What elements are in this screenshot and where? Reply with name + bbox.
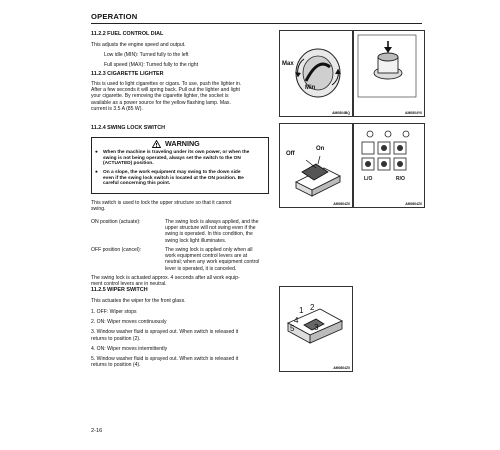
wiper-pos-1: 1 — [299, 306, 304, 315]
page-number: 2-16 — [91, 428, 103, 434]
on-line: swing is operated. In this condition, the — [165, 231, 253, 238]
wiper-item-2 — [91, 319, 271, 325]
closing-line: ment control levers are in neutral. — [91, 281, 167, 288]
panel-right-label: R/O — [396, 176, 405, 182]
wiper-figure — [279, 286, 353, 372]
fuel-dial-low-idle: Low idle (MIN): Turned fully to the left — [104, 52, 189, 58]
on-line: swing lock light illuminates. — [165, 237, 227, 244]
wiper-heading: 11.2.5 WIPER SWITCH — [91, 287, 148, 293]
off-position-description — [165, 247, 273, 272]
off-line: work equipment control levers are at — [165, 253, 248, 260]
on-line: The swing lock is always applied, and the — [165, 219, 259, 225]
page-title: OPERATION — [91, 12, 138, 21]
closing-line: The swing lock is actuated approx. 4 seconds after all work equip- — [91, 275, 240, 281]
off-line: neutral; when any work equipment control — [165, 259, 260, 266]
panel-illustration — [354, 124, 424, 207]
lighter-figure-id: AM0804Y0 — [405, 111, 422, 115]
fuel-dial-heading: 11.2.2 FUEL CONTROL DIAL — [91, 31, 164, 37]
warning-title-row — [152, 139, 200, 148]
warning-triangle-icon — [152, 140, 161, 148]
swing-switch-figure — [279, 123, 353, 208]
swing-lock-intro — [91, 200, 231, 212]
off-line: The swing lock is applied only when all — [165, 247, 253, 253]
lighter-line: available as a power source for the yellow flashing lamp. Max. — [91, 99, 231, 106]
lighter-body — [91, 81, 271, 112]
warning-line: On a slope, the work equipment may swing to the down side — [103, 170, 241, 175]
header-divider — [91, 23, 422, 24]
swing-switch-on-label: On — [316, 146, 325, 152]
fuel-dial-illustration — [280, 31, 352, 116]
panel-left-label: L/O — [364, 176, 373, 182]
lighter-illustration — [354, 31, 424, 116]
swing-lock-closing — [91, 275, 273, 287]
swing-switch-off-label: Off — [286, 151, 295, 157]
on-line: upper structure will not swing even if the — [165, 225, 256, 232]
swing-switch-figure-id: AM0804Z0 — [333, 202, 350, 206]
warning-bullet-1 — [95, 150, 265, 167]
wiper-item-line: 1. OFF: Wiper stops — [91, 309, 137, 315]
wiper-item-1 — [91, 309, 271, 315]
wiper-item-line: 2. ON: Wiper moves continuously — [91, 319, 167, 326]
wiper-item-4 — [91, 346, 271, 352]
warning-bullet-2 — [95, 170, 265, 187]
lighter-heading: 11.2.3 CIGARETTE LIGHTER — [91, 71, 164, 77]
fuel-dial-max-label: Max — [282, 61, 294, 67]
wiper-item-5 — [91, 356, 271, 368]
wiper-item-line: returns to position (4). — [91, 362, 141, 369]
warning-title: WARNING — [165, 139, 200, 148]
wiper-item-line: 5. Window washer fluid is sprayed out. When switch is released it — [91, 356, 239, 363]
warning-line: careful concerning this point. — [103, 181, 171, 187]
wiper-figure-id: AM0804Z0 — [333, 366, 350, 370]
on-position-label: ON position (actuate): — [91, 219, 141, 225]
wiper-intro: This actuates the wiper for the front glass. — [91, 298, 186, 304]
warning-line: even if the swing lock switch is located at the ON position. Be — [103, 175, 244, 181]
wiper-pos-5: 5 — [290, 324, 295, 333]
fuel-dial-figure — [279, 30, 353, 117]
swing-intro-line: This switch is used to lock the upper structure so that it cannot — [91, 200, 232, 206]
bullet-dot-icon: ● — [95, 170, 98, 175]
wiper-item-line: 3. Window washer fluid is sprayed out. When switch is released it — [91, 329, 239, 336]
lighter-line: After a few seconds it will spring back. Pull out the lighter and light — [91, 87, 240, 94]
wiper-pos-3: 3 — [314, 323, 319, 332]
bullet-dot-icon: ● — [95, 150, 98, 155]
fuel-dial-full-speed: Full speed (MAX): Turned fully to the right — [104, 62, 198, 68]
fuel-dial-intro: This adjusts the engine speed and output. — [91, 42, 186, 48]
lighter-line: This is used to light cigarettes or cigars. To use, push the lighter in. — [91, 81, 242, 87]
wiper-item-line: 4. ON: Wiper moves intermittently — [91, 345, 168, 352]
off-position-label: OFF position (cancel): — [91, 247, 142, 253]
lighter-figure — [353, 30, 425, 117]
off-line: lever is operated, it is canceled. — [165, 265, 237, 272]
warning-line: When the machine is traveling under its own power, or when the — [103, 150, 250, 155]
wiper-pos-2: 2 — [310, 303, 315, 312]
wiper-item-line: returns to position (2). — [91, 335, 141, 342]
swing-intro-line: swing. — [91, 206, 106, 213]
fuel-dial-figure-id: AM0804BQ — [332, 111, 350, 115]
warning-line: (ACTUATED) position. — [103, 161, 154, 167]
wiper-item-3 — [91, 329, 271, 341]
warning-box — [91, 137, 269, 194]
swing-lock-heading: 11.2.4 SWING LOCK SWITCH — [91, 125, 165, 131]
wiper-pos-4: 4 — [294, 316, 299, 325]
panel-figure — [353, 123, 425, 208]
swing-switch-illustration — [280, 124, 352, 207]
panel-figure-id: AM0804Z0 — [405, 202, 422, 206]
wiper-item-list — [91, 309, 271, 368]
lighter-line: current is 3.5 A (85 W). — [91, 105, 143, 112]
on-position-description — [165, 219, 273, 244]
warning-line: swing is not being operated, always set the switch to the ON — [103, 155, 241, 161]
lighter-line: your cigarette. By removing the cigarette lighter, the socket is — [91, 93, 229, 100]
fuel-dial-min-label: Min — [305, 85, 316, 91]
